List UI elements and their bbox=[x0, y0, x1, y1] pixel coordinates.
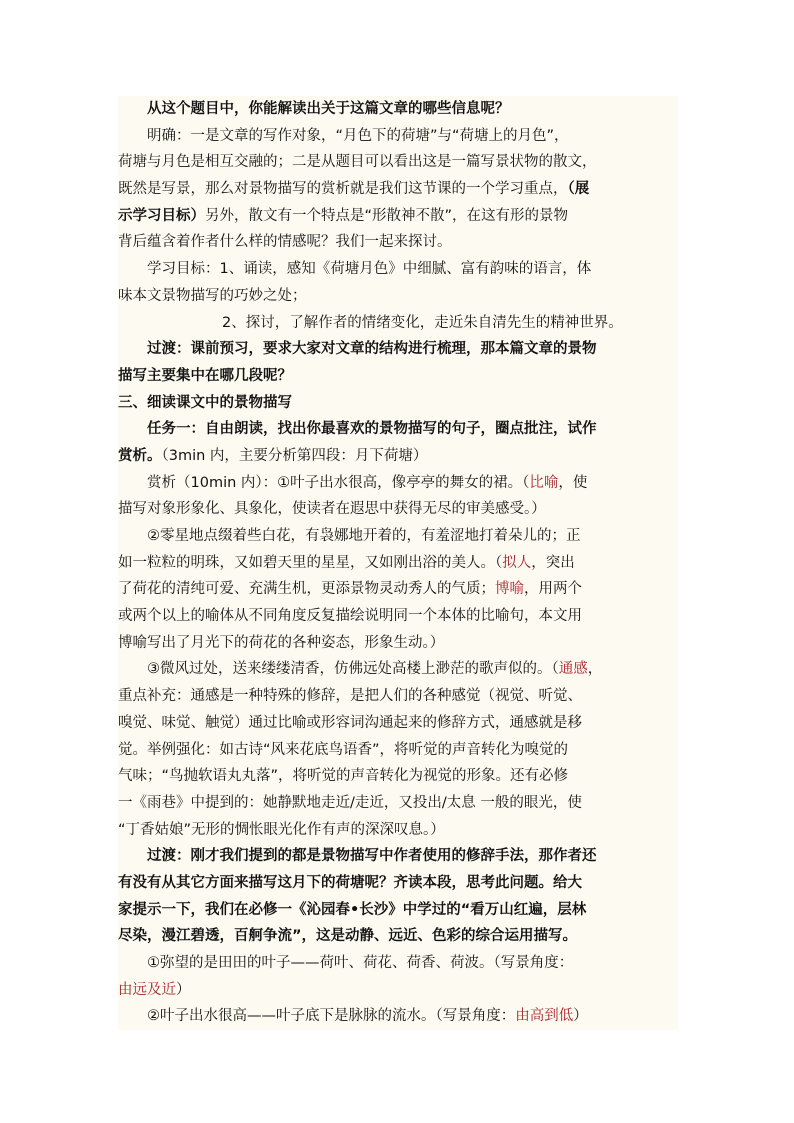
text-span: ） bbox=[176, 981, 191, 998]
answer-line-3 bbox=[118, 176, 678, 203]
goal-line-2: 味本文景物描写的巧妙之处； bbox=[118, 287, 307, 304]
transition2-line-3: 家提示一下，我们在必修一《沁园春•长沙》中学过的“看万山红遍，层林 bbox=[118, 901, 587, 918]
transition2-line-1: 过渡：刚才我们提到的都是景物描写中作者使用的修辞手法，那作者还 bbox=[147, 848, 597, 865]
answer-line-1: 明确：一是文章的写作对象，“月色下的荷塘”与“荷塘上的月色”， bbox=[147, 127, 569, 144]
text-span: ③微风过处，送来缕缕清香，仿佛远处高楼上渺茫的歌声似的。（ bbox=[147, 661, 559, 678]
highlight-term: 比喻 bbox=[529, 474, 559, 491]
text-span: 另外，散文有一个特点是“形散神不散”，在这有形的景物 bbox=[205, 207, 569, 224]
document-page bbox=[118, 96, 678, 1030]
goal-line-1: 学习目标：1、诵读，感知《荷塘月色》中细腻、富有韵味的语言，体 bbox=[147, 261, 592, 278]
analysis-line-13: 一《雨巷》中提到的：她静默地走近/走近，又投出/太息 一般的眼光，使 bbox=[118, 794, 582, 811]
answer-line-2: 荷塘与月色是相互交融的；二是从题目可以看出这是一篇写景状物的散文， bbox=[118, 154, 597, 171]
text-span: 如一粒粒的明珠，又如碧天里的星星，又如刚出浴的美人。（ bbox=[118, 554, 503, 571]
transition2-line-4: 尽染，漫江碧透，百舸争流”，这是动静、远近、色彩的综合运用描写。 bbox=[118, 928, 578, 945]
analysis-line-4 bbox=[118, 550, 678, 577]
highlight-term: 拟人 bbox=[502, 554, 532, 571]
text-span: ，突出 bbox=[531, 554, 575, 571]
text-span: 既然是写景，那么对景物描写的赏析就是我们这节课的一个学习重点， bbox=[118, 181, 568, 198]
analysis-line-8 bbox=[118, 656, 678, 683]
answer-line-5: 背后蕴含着作者什么样的情感呢？我们一起来探讨。 bbox=[118, 234, 452, 251]
angle-line-3 bbox=[118, 1003, 678, 1030]
analysis-line-12: 气味；“鸟抛软语丸丸落”，将听觉的声音转化为视觉的形象。还有必修 bbox=[118, 768, 569, 785]
text-span: ， bbox=[587, 661, 603, 678]
text-span: （3min 内，主要分析第四段：月下荷塘） bbox=[161, 447, 428, 464]
analysis-line-9: 重点补充：通感是一种特殊的修辞，是把人们的各种感觉（视觉、听觉、 bbox=[118, 688, 582, 705]
analysis-line-1 bbox=[118, 470, 678, 497]
angle-line-2 bbox=[118, 977, 678, 1004]
text-span: 赏析（10min 内）：①叶子出水很高，像亭亭的舞女的裙。（ bbox=[147, 474, 530, 491]
analysis-line-14: “丁香姑娘”无形的惆怅眼光化作有声的深深叹息。） bbox=[118, 821, 445, 838]
answer-line-4 bbox=[118, 203, 678, 230]
task-line-2 bbox=[118, 443, 678, 470]
analysis-line-2: 描写对象形象化、具象化，使读者在遐思中获得无尽的审美感受。） bbox=[118, 501, 546, 518]
section-heading: 三、细读课文中的景物描写 bbox=[118, 394, 292, 411]
highlight-term: 由远及近 bbox=[118, 981, 176, 998]
analysis-line-5 bbox=[118, 576, 678, 603]
text-span: ，使 bbox=[558, 474, 588, 491]
angle-line-1: ①弥望的是田田的叶子——荷叶、荷花、荷香、荷波。（写景角度： bbox=[147, 955, 574, 971]
highlight-term: 由高到低 bbox=[515, 1008, 574, 1025]
goal-line-3: 2、探讨，了解作者的情绪变化，走近朱自清先生的精神世界。 bbox=[222, 314, 623, 331]
analysis-line-6: 或两个以上的喻体从不同角度反复描绘说明同一个本体的比喻句，本文用 bbox=[118, 608, 582, 625]
analysis-line-11: 觉。举例强化：如古诗“风来花底鸟语香”，将听觉的声音转化为嗅觉的 bbox=[118, 741, 569, 758]
highlight-term: 通感 bbox=[558, 661, 588, 678]
text-span: ②叶子出水很高——叶子底下是脉脉的流水。（写景角度： bbox=[147, 1008, 516, 1025]
text-span: ） bbox=[573, 1008, 588, 1025]
analysis-line-10: 嗅觉、味觉、触觉）通过比喻或形容词沟通起来的修辞方式，通感就是移 bbox=[118, 714, 582, 731]
bold-span: 赏析。 bbox=[118, 447, 162, 464]
text-span: 了荷花的清纯可爱、充满生机，更添景物灵动秀人的气质； bbox=[118, 581, 495, 598]
question-line: 从这个题目中，你能解读出关于这篇文章的哪些信息呢？ bbox=[147, 101, 510, 117]
analysis-line-7: 博喻写出了月光下的荷花的各种姿态，形象生动。） bbox=[118, 634, 445, 651]
bold-span: （展 bbox=[567, 181, 590, 198]
analysis-line-3: ②零星地点缀着些白花，有袅娜地开着的，有羞涩地打着朵儿的；正 bbox=[147, 528, 581, 544]
bold-span: 示学习目标） bbox=[118, 207, 205, 224]
transition-line-2: 描写主要集中在哪几段呢？ bbox=[118, 367, 292, 384]
task-line-1: 任务一：自由朗读，找出你最喜欢的景物描写的句子，圈点批注，试作 bbox=[147, 421, 597, 438]
text-span: ，用两个 bbox=[524, 581, 582, 598]
transition2-line-2: 有没有从其它方面来描写这月下的荷塘呢？齐读本段，思考此问题。给大 bbox=[118, 874, 582, 891]
highlight-term: 博喻 bbox=[495, 581, 524, 598]
transition-line-1: 过渡：课前预习，要求大家对文章的结构进行梳理，那本篇文章的景物 bbox=[147, 341, 597, 358]
